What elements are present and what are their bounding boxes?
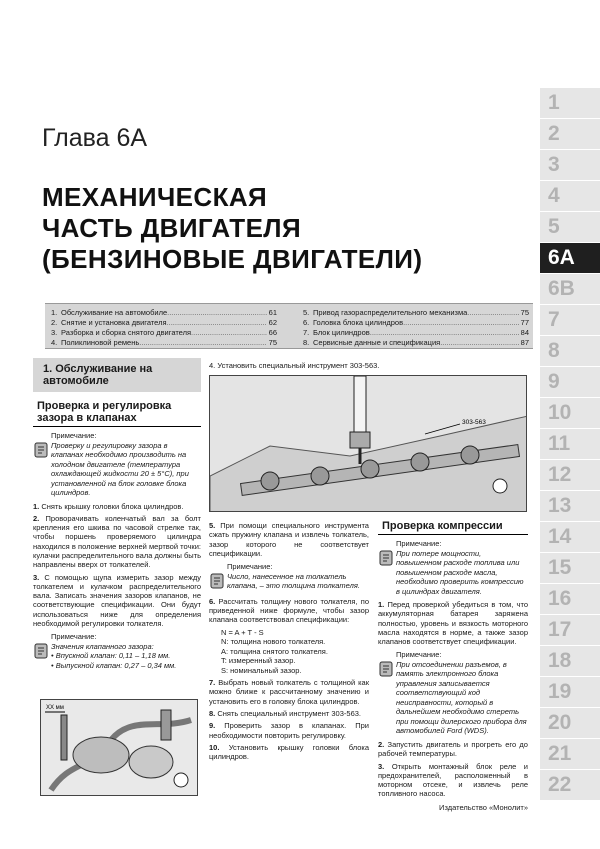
formula-line: T: измеренный зазор. (221, 656, 296, 666)
step-paragraph (378, 600, 528, 646)
engine-head-drawing (210, 376, 527, 512)
step-number: 6. (209, 596, 216, 606)
chapter-tab-6b[interactable]: 6B (540, 274, 600, 305)
toc-page: 84 (520, 328, 529, 337)
toc-label: Обслуживание на автомобиле (61, 308, 168, 317)
chapter-tab-7[interactable]: 7 (540, 305, 600, 336)
chapter-tab-6a-active[interactable]: 6A (540, 243, 600, 274)
note-block (378, 650, 528, 736)
column-1 (33, 358, 201, 674)
illustration-label: XX мм (46, 705, 64, 711)
column-3 (378, 518, 528, 802)
toc-dots (403, 318, 519, 328)
list-item: • Впускной клапан: 0,11 – 1,18 мм. (51, 651, 171, 661)
step-number: 5. (209, 521, 216, 530)
note-block (33, 632, 201, 670)
step-number: 1. (33, 501, 40, 511)
toc-page: 61 (268, 308, 277, 317)
toc-page: 66 (268, 328, 277, 337)
chapter-tab-21[interactable]: 21 (540, 739, 600, 770)
chapter-tabs (540, 88, 600, 801)
toc-num: 2. (51, 318, 58, 327)
formula-line: N: толщина нового толкателя. (221, 637, 326, 647)
formula-line: N = A + T - S (221, 627, 264, 637)
note-title: Примечание: (51, 431, 97, 440)
step-number: 10. (209, 742, 220, 752)
title-line-3: (БЕНЗИНОВЫЕ ДВИГАТЕЛИ) (42, 244, 423, 274)
table-of-contents (45, 303, 533, 349)
step-text: Снять крышку головки блока цилиндров. (41, 501, 184, 511)
subsection-heading: Проверка и регулировка зазора в клапанах (33, 398, 201, 427)
toc-entry[interactable] (51, 328, 277, 338)
note-title: Примечание: (227, 562, 273, 572)
step-text: Перед проверкой убедиться в том, что аккумуляторная батарея заряжена полностью, уровень и вязкость моторного масла находятся в норме, а также зазор клапанов соответствует спецификации. (378, 600, 528, 647)
note-title: Примечание: (51, 632, 97, 642)
step-number: 8. (209, 708, 216, 718)
step-text: Снять специальный инструмент 303-563. (217, 708, 361, 718)
step-paragraph (209, 721, 369, 740)
toc-label: Блок цилиндров (313, 328, 370, 337)
column-2 (209, 518, 369, 764)
chapter-tab-2[interactable]: 2 (540, 119, 600, 150)
step-4-caption: 4. Установить специальный инструмент 303-563. (209, 361, 380, 370)
toc-page: 62 (268, 318, 277, 327)
note-text: При потере мощности, повышенном расходе топлива или повышенном расходе масла, необходимо проверить компрессию в цилиндрах двигателя. (396, 548, 524, 596)
page-title (42, 182, 422, 275)
step-paragraph (209, 597, 369, 625)
note-block (209, 562, 369, 593)
step-paragraph (33, 502, 201, 511)
step-number: 9. (209, 721, 216, 731)
subsection-heading: Проверка компрессии (378, 518, 528, 535)
step-number: 2. (378, 739, 385, 749)
toc-num: 5. (303, 308, 310, 317)
section-heading: 1. Обслуживание на автомобиле (33, 358, 201, 392)
toc-entry[interactable] (51, 338, 277, 348)
valve-clearance-illustration (40, 699, 198, 796)
step-text: Установить крышку головки блока цилиндров. (209, 742, 369, 762)
toc-dots (139, 338, 266, 348)
note-text: Значения клапанного зазора: (51, 641, 154, 651)
toc-label: Сервисные данные и спецификация (313, 338, 441, 347)
note-hand-icon (209, 562, 227, 593)
step-text: С помощью щупа измерить зазор между толкателем и кулачком распределительного вала. Записать значения зазоров клапанов, не соответствующие спецификации. Они будут использоваться ниже для определения необходимой регулировки толкателя. (33, 572, 201, 629)
title-line-2: ЧАСТЬ ДВИГАТЕЛЯ (42, 213, 302, 243)
chapter-tab-9[interactable]: 9 (540, 367, 600, 398)
toc-num: 3. (51, 328, 58, 337)
tool-label: 303-563 (462, 419, 486, 426)
chapter-tab-17[interactable]: 17 (540, 615, 600, 646)
toc-label: Поликлиновой ремень (61, 338, 140, 347)
chapter-tab-10[interactable]: 10 (540, 398, 600, 429)
toc-num: 6. (303, 318, 310, 327)
step-number: 3. (33, 572, 40, 582)
chapter-tab-15[interactable]: 15 (540, 553, 600, 584)
step-text: Выбрать новый толкатель с толщиной как можно ближе к рассчитанному значению и установить его в головку блока цилиндров. (209, 678, 369, 706)
formula-block (209, 628, 369, 676)
note-hand-icon (378, 539, 396, 596)
list-item: • Выпускной клапан: 0,27 – 0,34 мм. (51, 660, 177, 670)
note-hand-icon (33, 431, 51, 498)
chapter-label: Глава 6А (42, 124, 148, 152)
chapter-tab-16[interactable]: 16 (540, 584, 600, 615)
toc-label: Снятие и установка двигателя (61, 318, 167, 327)
step-paragraph (209, 709, 369, 718)
step-number: 7. (209, 678, 216, 688)
step-number: 3. (378, 761, 385, 771)
toc-label: Головка блока цилиндров (313, 318, 404, 327)
step-number: 1. (378, 600, 385, 609)
step-text: Открыть монтажный блок реле и предохранителей, расположенный в моторном отсеке, и извлечь реле топливного насоса. (378, 761, 528, 799)
chapter-tab-22[interactable]: 22 (540, 770, 600, 801)
chapter-tab-12[interactable]: 12 (540, 460, 600, 491)
chapter-tab-8[interactable]: 8 (540, 336, 600, 367)
step-paragraph (378, 762, 528, 799)
chapter-tab-3[interactable]: 3 (540, 150, 600, 181)
toc-entry[interactable] (303, 328, 529, 338)
step-text: При помощи специального инструмента сжать пружину клапана и извлечь толкатель, зазор которого не соответствует спецификации. (209, 521, 369, 558)
toc-entry[interactable] (303, 308, 529, 318)
toc-entry[interactable] (51, 308, 277, 318)
title-line-1: МЕХАНИЧЕСКАЯ (42, 182, 268, 212)
chapter-tab-18[interactable]: 18 (540, 646, 600, 677)
chapter-tab-13[interactable]: 13 (540, 491, 600, 522)
step-paragraph (378, 740, 528, 759)
toc-dots (167, 318, 267, 328)
chapter-tab-19[interactable]: 19 (540, 677, 600, 708)
toc-entry[interactable] (51, 318, 277, 328)
note-block (33, 431, 201, 498)
formula-line: S: номинальный зазор. (221, 665, 302, 675)
step-paragraph (209, 521, 369, 558)
toc-num: 8. (303, 338, 310, 347)
toc-page: 77 (520, 318, 529, 327)
toc-dots (191, 328, 267, 338)
toc-entry[interactable] (303, 318, 529, 328)
step-paragraph (33, 573, 201, 629)
chapter-tab-1[interactable]: 1 (540, 88, 600, 119)
note-block (378, 539, 528, 596)
step-text: Проворачивать коленчатый вал за болт крепления его шкива по часовой стрелке так, чтобы поршень проверяемого цилиндра находился в положение верхней мертвой точки: кулачки распределительного вала должны быть направлены вверх от толкателей. (33, 513, 201, 570)
chapter-tab-11[interactable]: 11 (540, 429, 600, 460)
chapter-tab-5[interactable]: 5 (540, 212, 600, 243)
toc-num: 4. (51, 338, 58, 347)
toc-dots (467, 308, 518, 318)
note-hand-icon (33, 632, 51, 670)
note-title: Примечание: (396, 539, 442, 548)
note-text: Число, нанесенное на толкатель клапана, – это толщина толкателя. (227, 571, 360, 591)
step-text: Запустить двигатель и прогреть его до рабочей температуры. (378, 739, 528, 759)
toc-num: 1. (51, 308, 58, 317)
toc-dots (440, 338, 518, 348)
publisher-footer: Издательство «Монолит» (439, 803, 528, 812)
toc-dots (370, 328, 519, 338)
chapter-tab-4[interactable]: 4 (540, 181, 600, 212)
chapter-tab-14[interactable]: 14 (540, 522, 600, 553)
note-title: Примечание: (396, 650, 442, 660)
step-number: 2. (33, 513, 40, 523)
note-hand-icon (378, 650, 396, 736)
step-text: Рассчитать толщину нового толкателя, по приведенной ниже формуле, чтобы зазор клапана соответствовал спецификации: (209, 596, 370, 625)
note-text: Проверку и регулировку зазора в клапанах необходимо производить на холодном двигателе (температура охлаждающей жидкости 20 ± 5°С), при установленной на блок головке блока цилиндров. (51, 440, 189, 497)
engine-detail-drawing (41, 700, 198, 796)
toc-num: 7. (303, 328, 310, 337)
step-text: Проверить зазор в клапанах. При необходимости повторить регулировку. (209, 721, 369, 740)
step-paragraph (209, 743, 369, 762)
toc-page: 75 (520, 308, 529, 317)
toc-left-column (51, 308, 277, 348)
special-tool-illustration (209, 375, 527, 512)
toc-entry[interactable] (303, 338, 529, 348)
toc-label: Разборка и сборка снятого двигателя (61, 328, 192, 337)
toc-dots (167, 308, 267, 318)
step-paragraph (33, 514, 201, 570)
note-text: При отсоединении разъемов, в память электронного блока управления записывается соответствующий код неисправности, который в дальнейшем необходимо стереть при помощи дилерского прибора для автомобилей Ford (WDS). (396, 659, 527, 736)
toc-label: Привод газораспределительного механизма (313, 308, 468, 317)
chapter-tab-20[interactable]: 20 (540, 708, 600, 739)
step-paragraph (209, 678, 369, 706)
toc-page: 75 (268, 338, 277, 347)
toc-right-column (303, 308, 529, 348)
formula-line: A: толщина снятого толкателя. (221, 646, 328, 656)
toc-page: 87 (520, 338, 529, 347)
